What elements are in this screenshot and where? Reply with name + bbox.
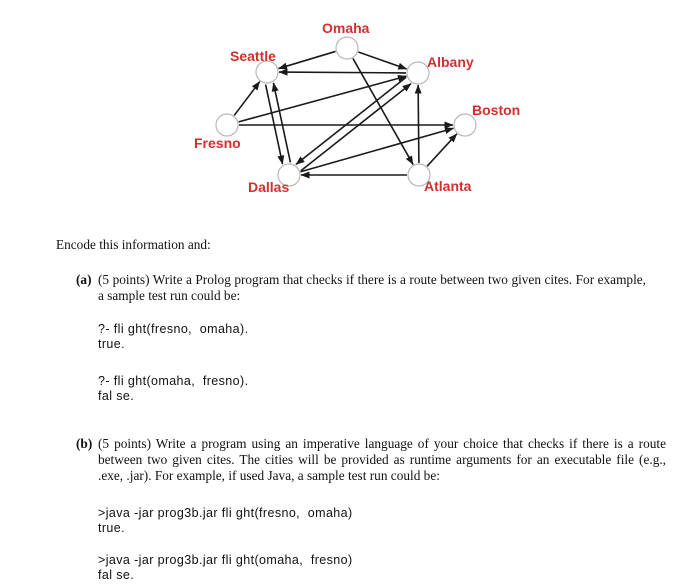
part-a-label: (a)	[76, 272, 92, 287]
part-a-result-1: true.	[98, 337, 126, 351]
edge-omaha-to-seattle	[278, 51, 335, 68]
edge-atlanta-to-albany	[418, 85, 419, 163]
part-a	[76, 272, 646, 304]
node-albany	[407, 62, 429, 84]
part-b	[76, 436, 666, 484]
part-a-query-2: ?- fli ght(omaha, fresno).	[98, 374, 249, 388]
label-fresno: Fresno	[194, 135, 241, 151]
part-a-result-2: fal se.	[98, 389, 135, 403]
part-b-result-2: fal se.	[98, 568, 135, 582]
label-omaha: Omaha	[322, 20, 370, 36]
node-seattle	[256, 61, 278, 83]
part-a-query-1: ?- fli ght(fresno, omaha).	[98, 322, 249, 336]
edge-atlanta-to-boston	[427, 134, 457, 166]
part-a-text: (5 points) Write a Prolog program that checks if there is a route between two given cites. For example, a sample test run could be:	[98, 272, 646, 303]
instructions-intro: Encode this information and:	[56, 237, 211, 252]
part-b-example-2	[98, 553, 353, 583]
label-albany: Albany	[427, 54, 474, 70]
part-b-example-1	[98, 506, 353, 536]
edge-fresno-to-seattle	[234, 82, 260, 116]
edge-dallas-to-seattle	[273, 83, 290, 163]
edge-omaha-to-albany	[358, 52, 406, 69]
part-b-command-2: >java -jar prog3b.jar fli ght(omaha, fresno)	[98, 553, 353, 567]
edge-dallas-to-albany	[301, 84, 411, 171]
part-a-example-2	[98, 374, 248, 404]
label-dallas: Dallas	[248, 179, 290, 195]
part-a-example-1	[98, 322, 248, 352]
edge-albany-to-dallas	[296, 77, 406, 164]
label-seattle: Seattle	[230, 48, 276, 64]
part-b-result-1: true.	[98, 521, 126, 535]
part-b-command-1: >java -jar prog3b.jar fli ght(fresno, omaha)	[98, 506, 353, 520]
label-boston: Boston	[472, 102, 521, 118]
flight-route-graph	[0, 0, 700, 230]
edge-albany-to-seattle	[279, 72, 406, 73]
node-omaha	[336, 37, 358, 59]
node-fresno	[216, 114, 238, 136]
part-b-text: (5 points) Write a program using an imperative language of your choice that checks if there is a route between two given cites. The cities will be provided as runtime arguments for an executable file (e.g., .exe, .jar). For example, if used Java, a sample test run could be:	[98, 436, 666, 483]
label-atlanta: Atlanta	[424, 178, 472, 194]
part-b-label: (b)	[76, 436, 93, 451]
edge-dallas-to-boston	[301, 128, 454, 171]
